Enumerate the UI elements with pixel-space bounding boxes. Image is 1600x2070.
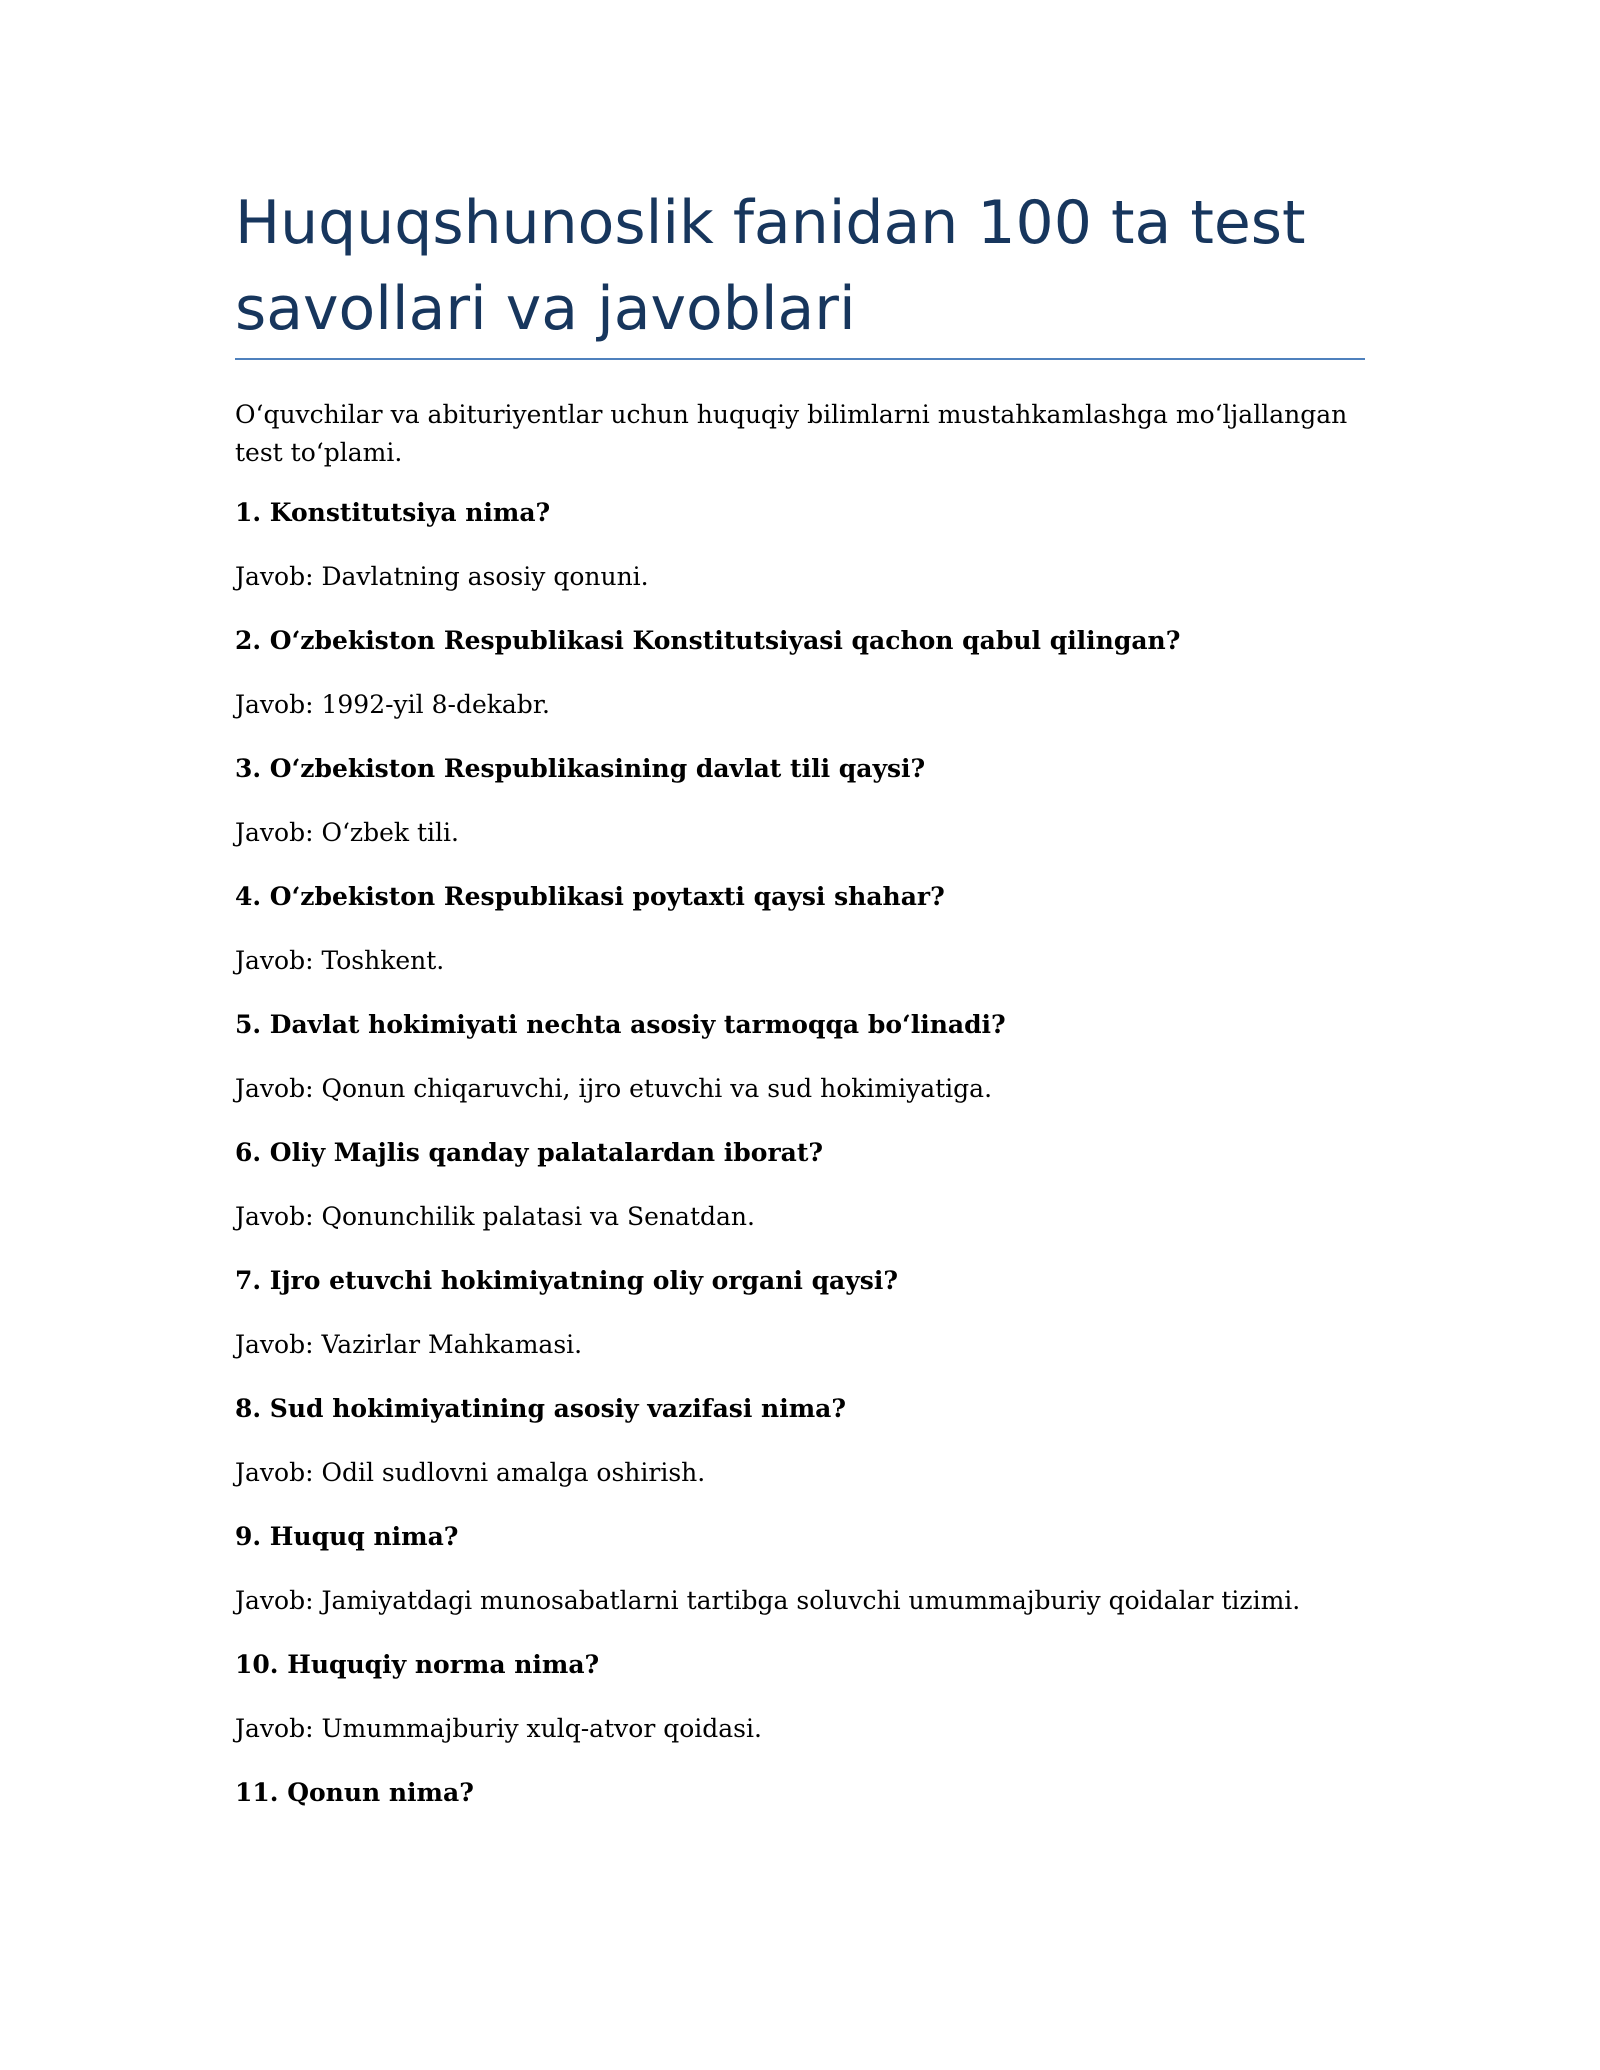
answer-8: Javob: Odil sudlovni amalga oshirish. xyxy=(235,1458,706,1487)
title-divider xyxy=(235,358,1365,360)
question-7: 7. Ijro etuvchi hokimiyatning oliy organi qaysi? xyxy=(235,1266,899,1295)
question-5: 5. Davlat hokimiyati nechta asosiy tarmoqqa bo‘linadi? xyxy=(235,1010,1006,1039)
question-10: 10. Huquqiy norma nima? xyxy=(235,1650,600,1679)
answer-2: Javob: 1992-yil 8-dekabr. xyxy=(235,690,550,719)
answer-6: Javob: Qonunchilik palatasi va Senatdan. xyxy=(235,1202,755,1231)
answer-3: Javob: O‘zbek tili. xyxy=(235,818,459,847)
document-page xyxy=(235,180,1365,1838)
question-9: 9. Huquq nima? xyxy=(235,1522,459,1551)
question-6: 6. Oliy Majlis qanday palatalardan iborat? xyxy=(235,1138,824,1167)
answer-4: Javob: Toshkent. xyxy=(235,946,445,975)
question-8: 8. Sud hokimiyatining asosiy vazifasi nima? xyxy=(235,1394,847,1423)
question-11: 11. Qonun nima? xyxy=(235,1778,474,1807)
document-title xyxy=(235,180,1365,352)
title-line-1: Huquqshunoslik fanidan 100 ta test xyxy=(235,188,1306,258)
answer-10: Javob: Umummajburiy xulq-atvor qoidasi. xyxy=(235,1714,762,1743)
question-2: 2. O‘zbekiston Respublikasi Konstitutsiyasi qachon qabul qilingan? xyxy=(235,626,1181,655)
question-1: 1. Konstitutsiya nima? xyxy=(235,498,551,527)
qa-list xyxy=(235,494,1365,1838)
question-3: 3. O‘zbekiston Respublikasining davlat tili qaysi? xyxy=(235,754,926,783)
answer-7: Javob: Vazirlar Mahkamasi. xyxy=(235,1330,583,1359)
answer-1: Javob: Davlatning asosiy qonuni. xyxy=(235,562,649,591)
intro-paragraph: O‘quvchilar va abituriyentlar uchun huquqiy bilimlarni mustahkamlashga mo‘ljallangan test to‘plami. xyxy=(235,400,1348,467)
answer-5: Javob: Qonun chiqaruvchi, ijro etuvchi va sud hokimiyatiga. xyxy=(235,1074,993,1103)
answer-9: Javob: Jamiyatdagi munosabatlarni tartibga soluvchi umummajburiy qoidalar tizimi. xyxy=(235,1586,1301,1615)
title-line-2: savollari va javoblari xyxy=(235,274,856,344)
question-4: 4. O‘zbekiston Respublikasi poytaxti qaysi shahar? xyxy=(235,882,945,911)
